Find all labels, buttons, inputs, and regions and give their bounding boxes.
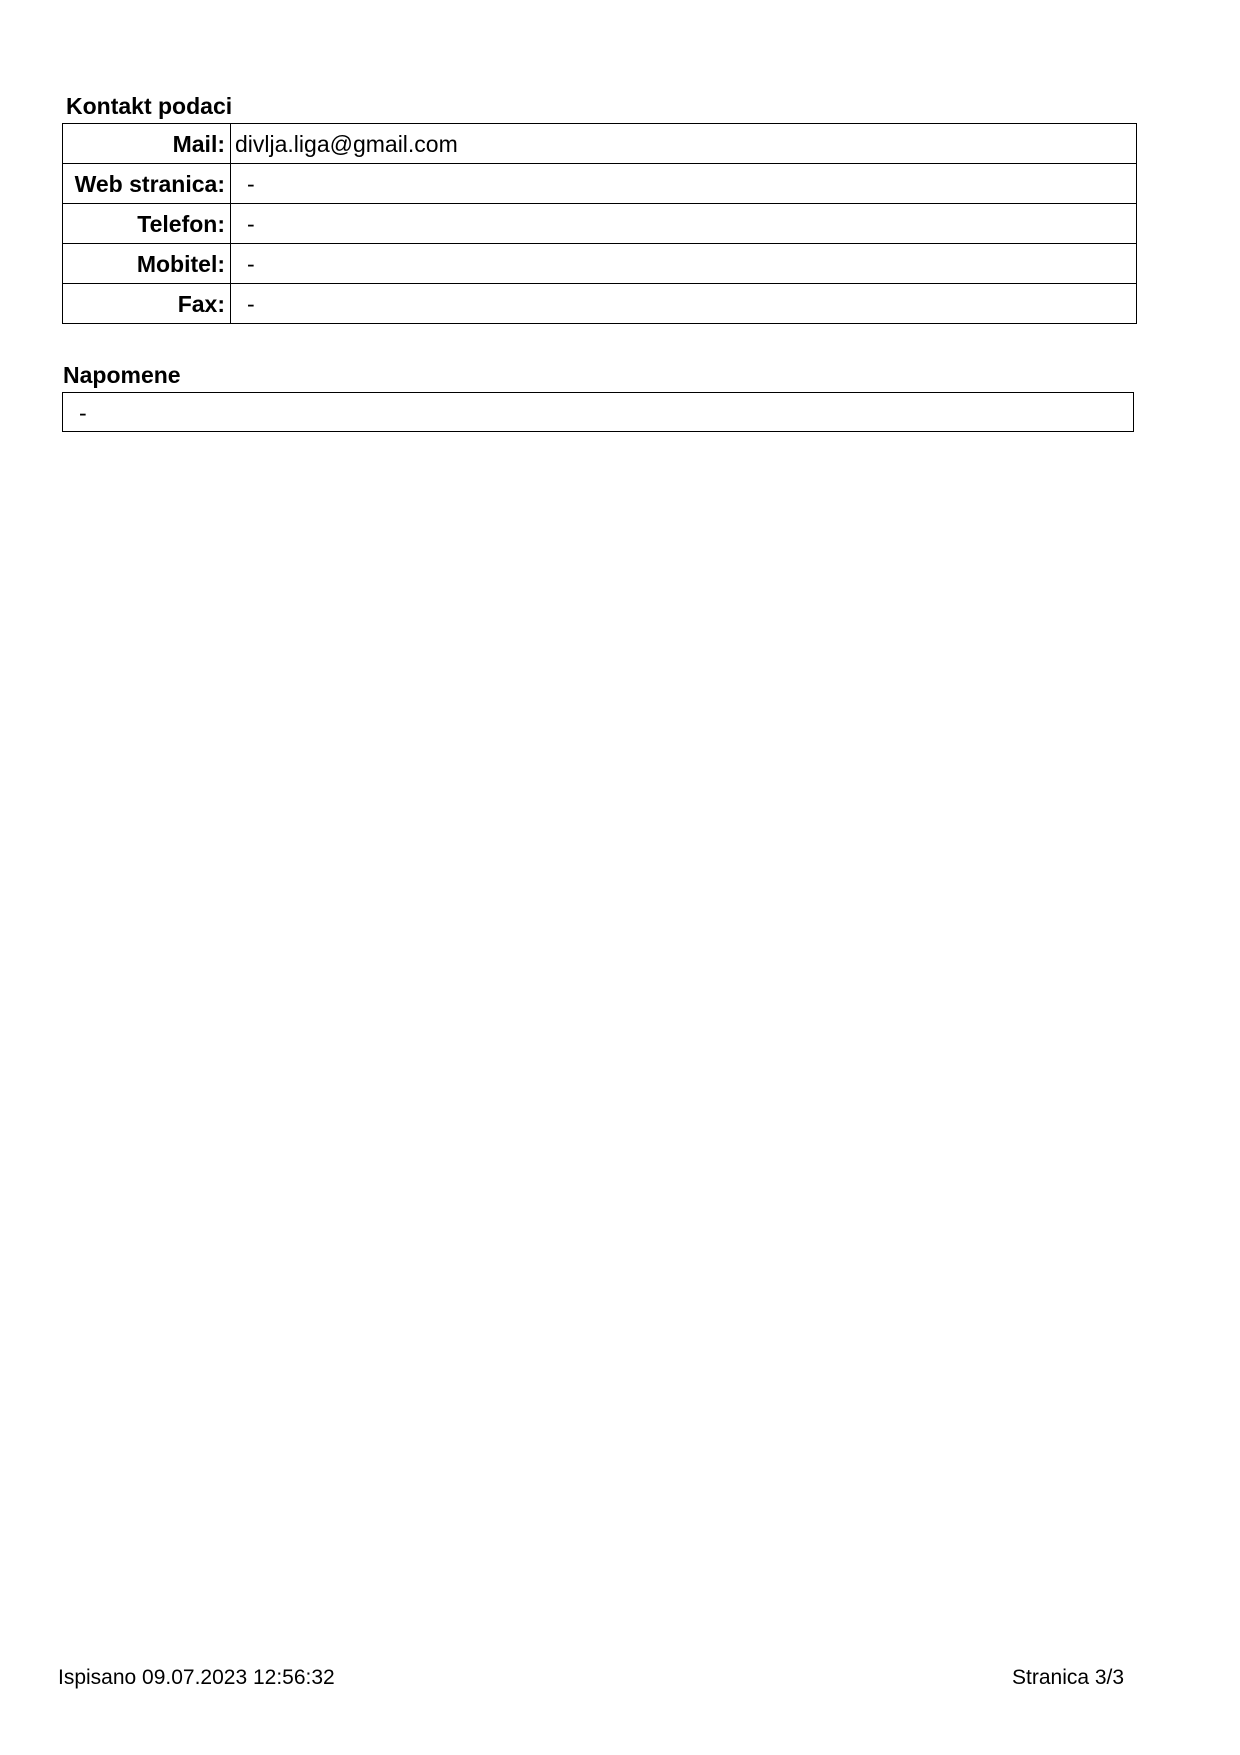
contact-row-fax xyxy=(63,284,1137,324)
contact-row-phone xyxy=(63,204,1137,244)
phone-label: Telefon: xyxy=(63,204,231,244)
contact-row-mail xyxy=(63,124,1137,164)
web-label: Web stranica: xyxy=(63,164,231,204)
fax-label: Fax: xyxy=(63,284,231,324)
notes-section-title: Napomene xyxy=(63,362,181,388)
notes-box: - xyxy=(62,392,1134,432)
page-number: Stranica 3/3 xyxy=(1012,1666,1125,1689)
fax-value: - xyxy=(231,284,1137,324)
mobile-label: Mobitel: xyxy=(63,244,231,284)
printed-timestamp: Ispisano 09.07.2023 12:56:32 xyxy=(58,1666,335,1689)
contact-row-mobile xyxy=(63,244,1137,284)
contact-section-title: Kontakt podaci xyxy=(66,93,233,119)
mail-label: Mail: xyxy=(63,124,231,164)
mail-value: divlja.liga@gmail.com xyxy=(231,124,1137,164)
contact-table xyxy=(62,123,1137,324)
mobile-value: - xyxy=(231,244,1137,284)
web-value: - xyxy=(231,164,1137,204)
contact-row-web xyxy=(63,164,1137,204)
phone-value: - xyxy=(231,204,1137,244)
